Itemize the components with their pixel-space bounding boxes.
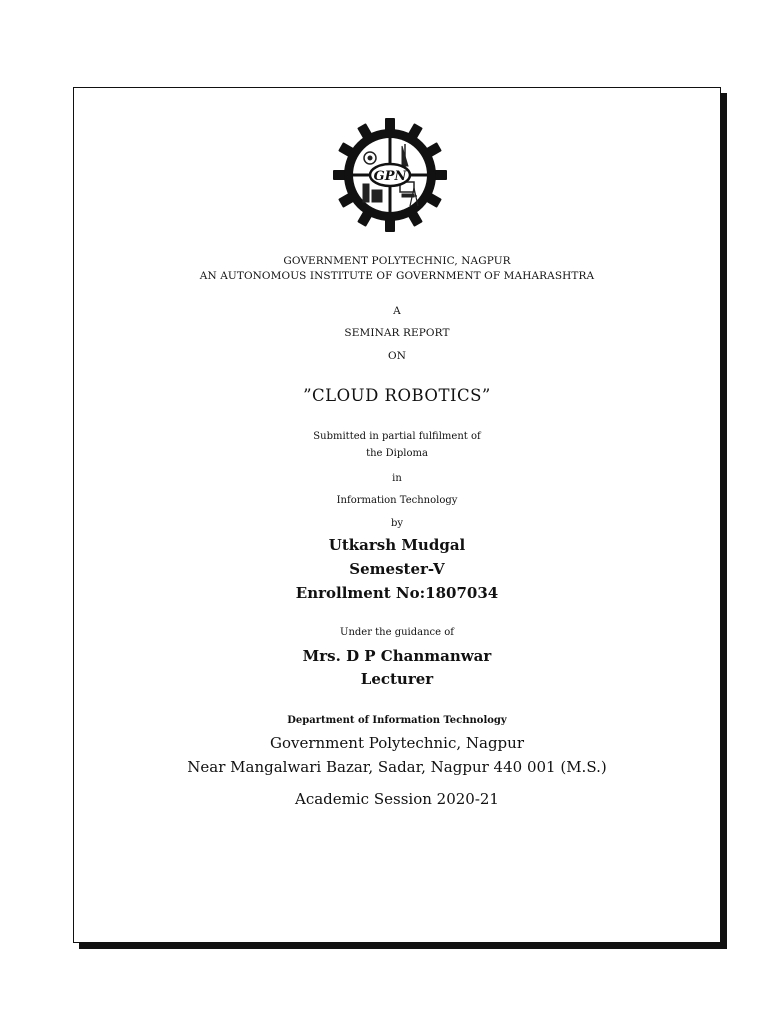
submission-line-2: the Diploma [366, 448, 428, 459]
submission-in: in [392, 473, 402, 484]
academic-session: Academic Session 2020-21 [295, 790, 499, 808]
submission-by: by [390, 518, 404, 529]
institute-subtitle: AN AUTONOMOUS INSTITUTE OF GOVERNMENT OF MAHARASHTRA [199, 270, 595, 282]
guide-designation: Lecturer [360, 670, 434, 688]
report-article: A [393, 305, 401, 317]
svg-text:GPN: GPN [373, 169, 407, 184]
student-enrollment: Enrollment No:1807034 [295, 584, 499, 602]
report-type: SEMINAR REPORT [344, 327, 450, 339]
guidance-label: Under the guidance of [340, 627, 454, 638]
submission-line-1: Submitted in partial fulfilment of [313, 431, 481, 442]
department-name: Department of Information Technology [287, 715, 507, 726]
college-address: Near Mangalwari Bazar, Sadar, Nagpur 440 001 (M.S.) [187, 758, 607, 776]
student-name: Utkarsh Mudgal [328, 536, 466, 554]
report-title: ”CLOUD ROBOTICS” [303, 386, 491, 405]
college-logo-icon [322, 118, 458, 232]
student-semester: Semester-V [349, 560, 445, 578]
institute-name: GOVERNMENT POLYTECHNIC, NAGPUR [283, 255, 511, 267]
report-on: ON [388, 350, 406, 362]
college-name: Government Polytechnic, Nagpur [269, 734, 524, 752]
guide-name: Mrs. D P Chanmanwar [302, 647, 492, 665]
submission-branch: Information Technology [336, 495, 458, 506]
